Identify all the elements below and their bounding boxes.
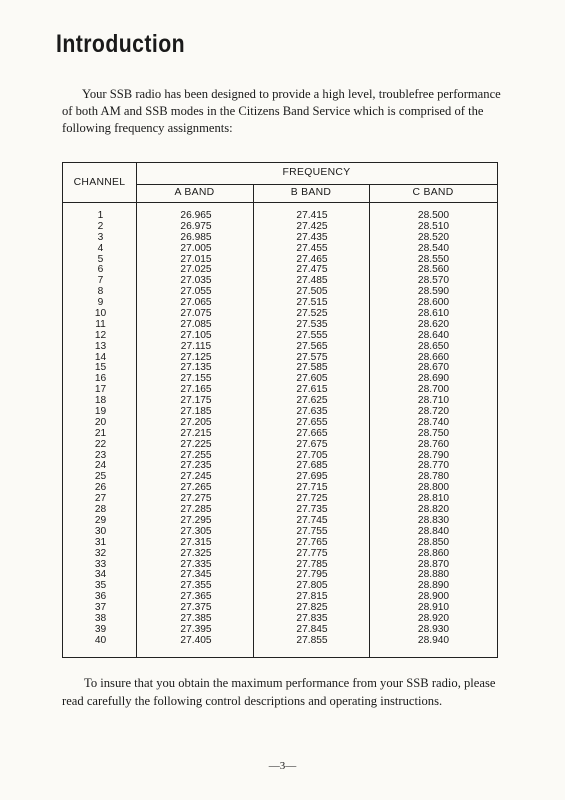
b-band-cell: 27.505 [296,286,328,298]
channel-cell: 30 [94,525,107,537]
b-band-cell: 27.485 [296,275,328,287]
a-band-cell: 27.025 [180,264,212,276]
a-band-cell: 27.035 [180,275,212,287]
b-band-cell: 27.435 [296,231,328,243]
b-band-cell: 27.815 [296,591,328,603]
b-band-cell: 27.635 [296,406,328,418]
c-band-cell: 28.540 [417,242,450,254]
b-band-cell: 27.675 [296,438,328,450]
channel-cell: 25 [94,471,107,483]
c-band-cell: 28.570 [417,275,450,287]
a-band-cell: 27.305 [180,525,212,537]
channel-cell: 13 [94,340,107,352]
channel-cell: 5 [97,253,104,265]
channel-cell: 37 [94,602,107,614]
b-band-cell: 27.785 [296,558,328,570]
a-band-cell: 27.315 [180,536,212,548]
b-band-cell: 27.775 [296,547,328,559]
c-band-cell: 28.670 [417,362,450,374]
c-band-cell: 28.870 [417,558,450,570]
c-band-cell: 28.740 [417,416,450,428]
a-band-cell: 27.335 [180,558,212,570]
b-band-cell: 27.835 [296,612,328,624]
c-band-cell: 28.940 [417,634,450,646]
a-band-cell: 27.365 [180,591,212,603]
a-band-cell: 27.395 [180,623,212,635]
channel-cell: 26 [94,482,107,494]
b-band-cell: 27.565 [296,340,328,352]
b-band-cell: 27.515 [296,297,328,309]
a-band-cell: 26.975 [180,220,212,232]
a-band-cell: 27.075 [180,308,212,320]
c-band-cell: 28.930 [417,623,450,635]
c-band-cell: 28.720 [417,406,450,418]
channel-cell: 4 [97,242,104,254]
b-band-cell: 27.425 [296,220,328,232]
c-band-cell: 28.900 [417,591,450,603]
channel-cell: 29 [94,514,107,526]
table-row [63,342,497,353]
b-band-cell: 27.715 [296,482,328,494]
a-band-cell: 27.225 [180,438,212,450]
channel-cell: 8 [97,286,104,298]
channel-cell: 2 [97,220,104,232]
b-band-header: B BAND [290,187,332,198]
b-band-cell: 27.655 [296,416,328,428]
a-band-cell: 27.115 [180,340,212,352]
a-band-cell: 27.125 [180,351,212,363]
b-band-cell: 27.475 [296,264,328,276]
c-band-cell: 28.890 [417,580,450,592]
a-band-cell: 27.235 [180,460,212,472]
page-title: Introduction [56,30,186,58]
table-row [63,440,497,451]
channel-cell: 7 [97,275,104,287]
c-band-cell: 28.660 [417,351,450,363]
c-band-cell: 28.500 [417,210,450,221]
channel-cell: 28 [94,504,107,516]
b-band-cell: 27.615 [296,384,328,396]
c-band-cell: 28.860 [417,547,450,559]
channel-cell: 27 [94,493,107,505]
frequency-table [62,162,498,658]
outro-paragraph: To insure that you obtain the maximum performance from your SSB radio, please read carefully the following control descriptions and operating instructions. [62,676,496,708]
c-band-cell: 28.760 [417,438,450,450]
table-row [63,244,497,255]
channel-cell: 38 [94,612,107,624]
frequency-rows [63,211,497,647]
c-band-cell: 28.510 [417,220,450,232]
b-band-cell: 27.695 [296,471,328,483]
channel-cell: 21 [94,427,107,439]
c-band-cell: 28.820 [417,504,450,516]
c-band-cell: 28.750 [417,427,450,439]
a-band-cell: 27.345 [180,569,212,581]
page-number: —3— [268,760,297,772]
b-band-cell: 27.725 [296,493,328,505]
a-band-cell: 27.275 [180,493,212,505]
a-band-header: A BAND [174,187,215,198]
c-band-cell: 28.830 [417,514,450,526]
a-band-cell: 27.015 [180,253,212,265]
channel-cell: 22 [94,438,107,450]
a-band-cell: 27.085 [180,318,212,330]
c-band-cell: 28.710 [417,395,450,407]
c-band-cell: 28.770 [417,460,450,472]
c-band-cell: 28.850 [417,536,450,548]
channel-header: CHANNEL [73,177,126,188]
c-band-cell: 28.920 [417,612,450,624]
channel-cell: 35 [94,580,107,592]
c-band-cell: 28.610 [417,308,450,320]
b-band-cell: 27.605 [296,373,328,385]
a-band-cell: 27.375 [180,602,212,614]
channel-cell: 11 [95,318,106,330]
b-band-cell: 27.755 [296,525,328,537]
frequency-header-rule [136,184,497,185]
table-row [63,549,497,560]
a-band-cell: 27.155 [180,373,212,385]
c-band-cell: 28.800 [417,482,450,494]
channel-cell: 33 [94,558,107,570]
header-bottom-rule [63,202,497,203]
c-band-cell: 28.910 [417,602,450,614]
frequency-header: FREQUENCY [282,167,351,178]
b-band-cell: 27.845 [296,623,328,635]
b-band-cell: 27.525 [296,308,328,320]
b-band-cell: 27.825 [296,602,328,614]
channel-cell: 14 [94,351,107,363]
b-band-cell: 27.795 [296,569,328,581]
table-row [63,636,497,647]
b-band-cell: 27.765 [296,536,328,548]
c-band-cell: 28.690 [417,373,450,385]
c-band-cell: 28.550 [417,253,450,265]
a-band-cell: 27.105 [180,329,212,341]
channel-cell: 16 [94,373,107,385]
a-band-cell: 27.355 [180,580,212,592]
b-band-cell: 27.685 [296,460,328,472]
channel-cell: 31 [94,536,107,548]
c-band-cell: 28.560 [417,264,450,276]
channel-cell: 40 [94,634,107,646]
a-band-cell: 27.325 [180,547,212,559]
b-band-cell: 27.465 [296,253,328,265]
channel-cell: 6 [97,264,104,276]
channel-cell: 24 [94,460,107,472]
channel-cell: 19 [94,406,107,418]
a-band-cell: 27.385 [180,612,212,624]
c-band-cell: 28.700 [417,384,450,396]
channel-cell: 20 [94,416,107,428]
b-band-cell: 27.745 [296,514,328,526]
c-band-header: C BAND [412,187,454,198]
channel-cell: 39 [94,623,107,635]
channel-cell: 36 [94,591,107,603]
channel-cell: 18 [94,395,107,407]
a-band-cell: 27.175 [180,395,212,407]
channel-cell: 17 [94,384,107,396]
c-band-cell: 28.620 [417,318,450,330]
c-band-cell: 28.780 [417,471,450,483]
b-band-cell: 27.805 [296,580,328,592]
c-band-cell: 28.810 [417,493,450,505]
channel-cell: 3 [97,231,104,243]
a-band-cell: 27.255 [180,449,212,461]
a-band-cell: 27.295 [180,514,212,526]
channel-cell: 12 [94,329,107,341]
a-band-cell: 27.185 [180,406,212,418]
b-band-cell: 27.555 [296,329,328,341]
channel-cell: 10 [94,308,107,320]
c-band-cell: 28.640 [417,329,450,341]
b-band-cell: 27.535 [296,318,328,330]
c-band-cell: 28.600 [417,297,450,309]
a-band-cell: 27.005 [180,242,212,254]
b-band-cell: 27.415 [296,210,328,221]
b-band-cell: 27.625 [296,395,328,407]
b-band-cell: 27.735 [296,504,328,516]
channel-cell: 1 [97,210,104,221]
channel-cell: 23 [94,449,107,461]
b-band-cell: 27.575 [296,351,328,363]
b-band-cell: 27.855 [296,634,328,646]
channel-cell: 15 [94,362,107,374]
a-band-cell: 27.285 [180,504,212,516]
channel-cell: 9 [97,297,104,309]
a-band-cell: 27.065 [180,297,212,309]
channel-cell: 34 [94,569,107,581]
a-band-cell: 27.055 [180,286,212,298]
b-band-cell: 27.585 [296,362,328,374]
a-band-cell: 27.265 [180,482,212,494]
c-band-cell: 28.840 [417,525,450,537]
a-band-cell: 27.165 [180,384,212,396]
c-band-cell: 28.650 [417,340,450,352]
c-band-cell: 28.880 [417,569,450,581]
a-band-cell: 27.215 [180,427,212,439]
c-band-cell: 28.790 [417,449,450,461]
a-band-cell: 27.245 [180,471,212,483]
a-band-cell: 27.135 [180,362,212,374]
a-band-cell: 26.965 [180,210,212,221]
a-band-cell: 27.405 [180,634,212,646]
intro-paragraph: Your SSB radio has been designed to provide a high level, troublefree performance of both AM and SSB modes in the Citizens Band Service which is comprised of the following frequency assignments: [62,87,501,135]
b-band-cell: 27.455 [296,242,328,254]
c-band-cell: 28.520 [417,231,450,243]
a-band-cell: 27.205 [180,416,212,428]
b-band-cell: 27.705 [296,449,328,461]
b-band-cell: 27.665 [296,427,328,439]
c-band-cell: 28.590 [417,286,450,298]
channel-cell: 32 [94,547,107,559]
a-band-cell: 26.985 [180,231,212,243]
table-row [63,538,497,549]
